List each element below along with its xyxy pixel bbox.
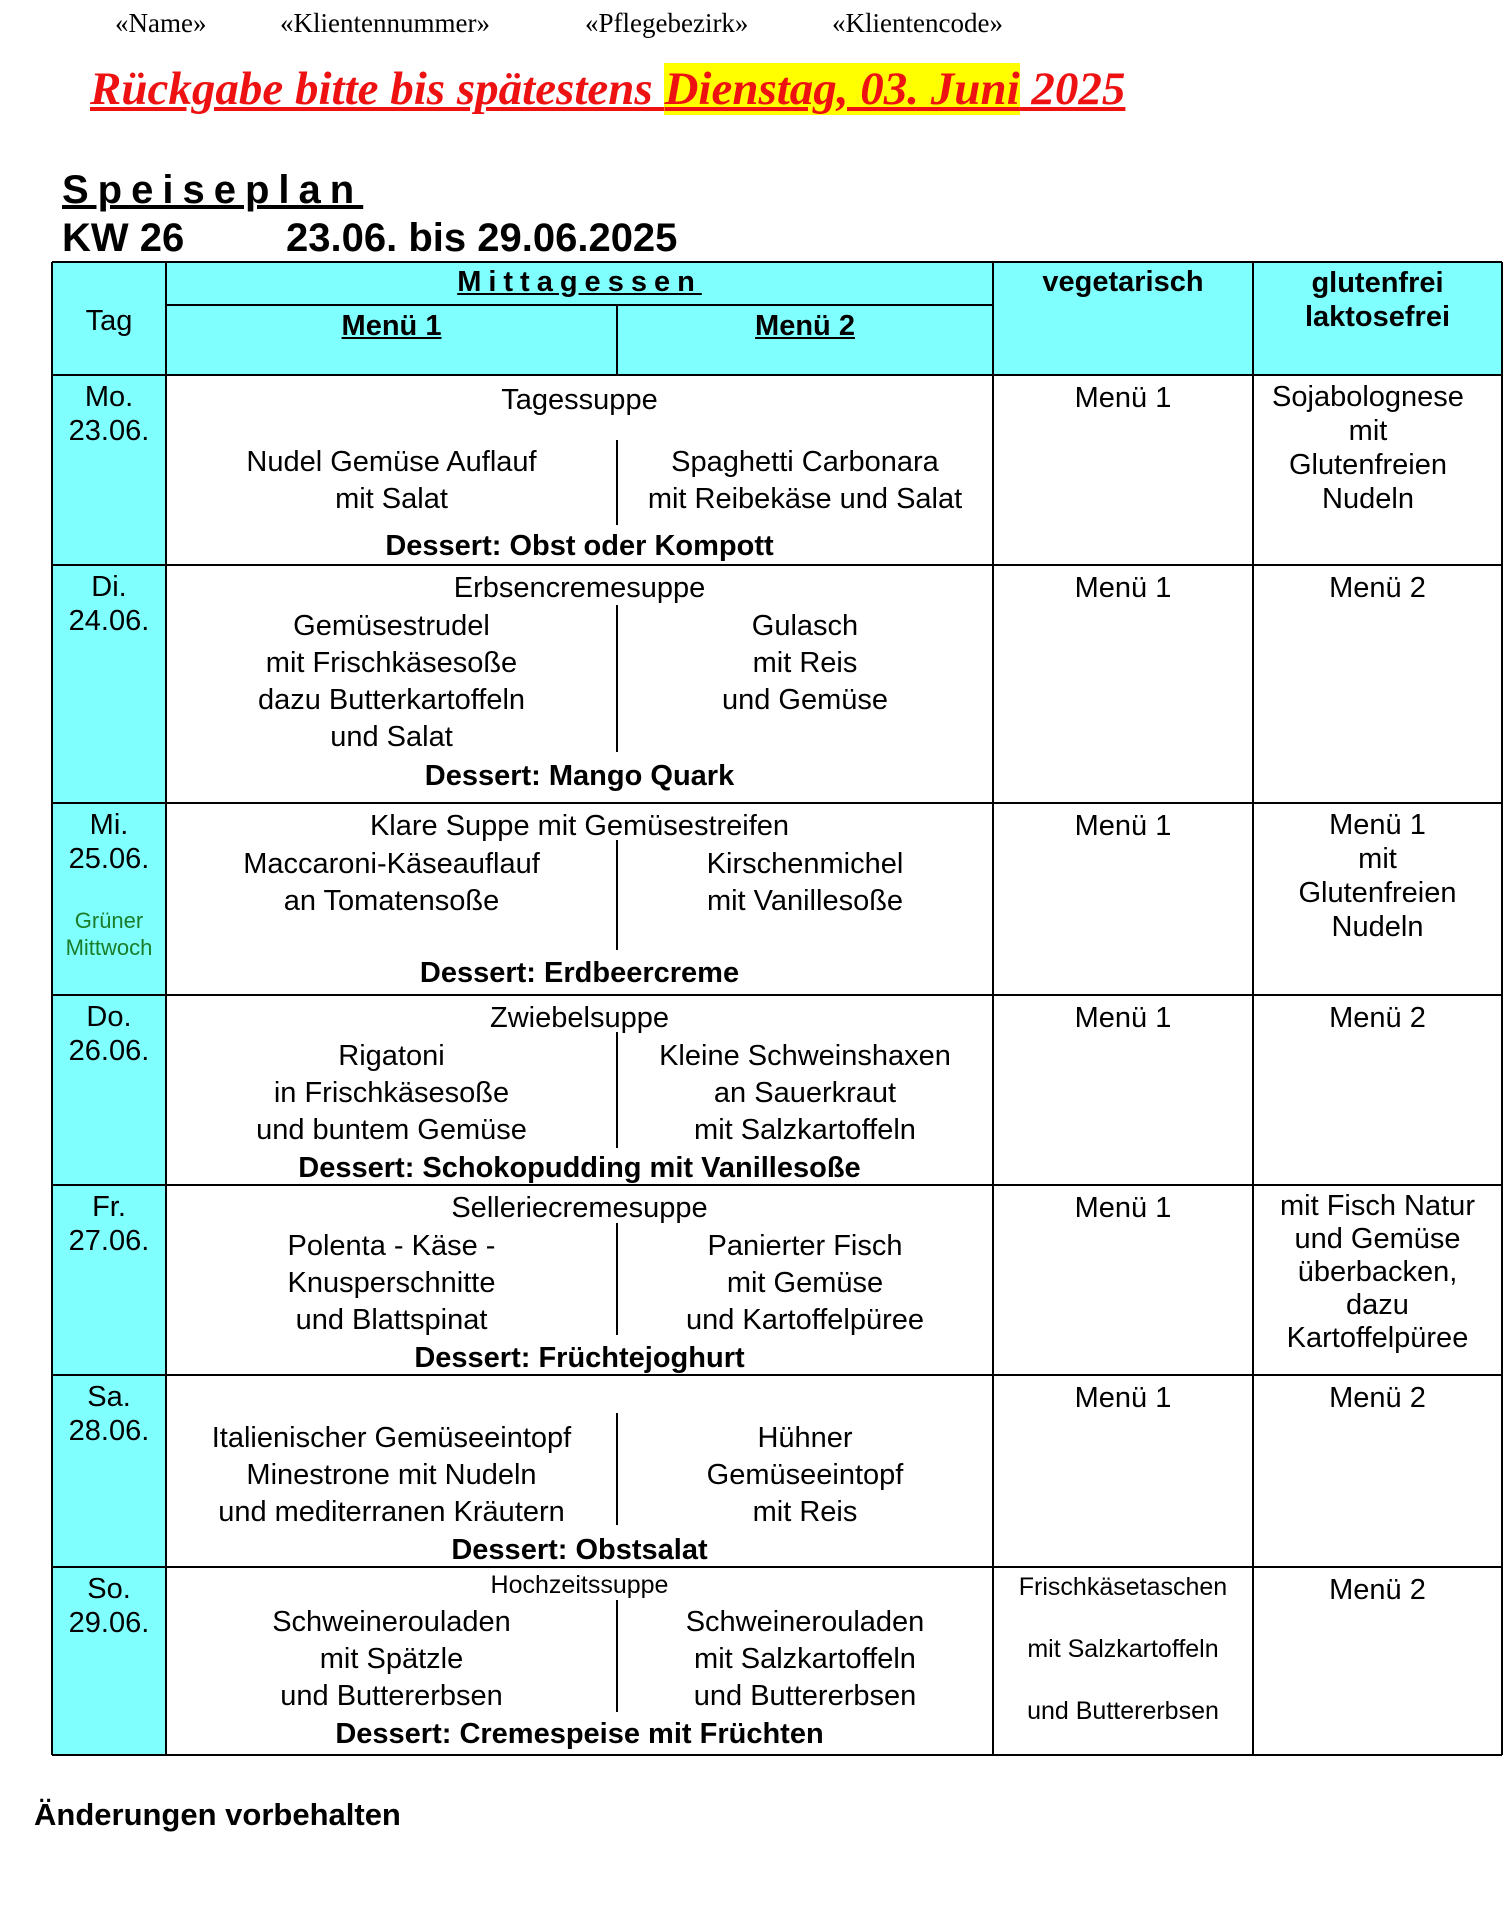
page-title: Speiseplan (62, 168, 364, 212)
gf-line: Menü 1 (1329, 809, 1426, 841)
veg-line: und Buttererbsen (1027, 1697, 1219, 1725)
menu-1-line: Schweinerouladen (272, 1606, 511, 1638)
menu-1-line: mit Frischkäsesoße (265, 647, 518, 679)
day-name: Mi. (89, 809, 129, 841)
menu-2-line: Schweinerouladen (685, 1606, 925, 1638)
return-note-year: 2025 (1019, 63, 1126, 115)
field-client-number: «Klientennummer» (280, 8, 490, 38)
day-name: Do. (86, 1001, 132, 1033)
gf-line: Kartoffelpüree (1286, 1322, 1469, 1354)
return-note-prefix: Rückgabe bitte bis spätestens (90, 63, 665, 115)
gf-line-1 (1253, 1190, 1502, 1223)
dessert: Dessert: Früchtejoghurt (414, 1342, 745, 1374)
menu-2-dish (617, 1420, 993, 1531)
soup: Selleriecremesuppe (451, 1192, 708, 1224)
menu-1-line: und Buttererbsen (280, 1680, 503, 1712)
day-date: 24.06. (68, 605, 150, 637)
menu-1-line: Knusperschnitte (287, 1267, 496, 1299)
vegetarian-option: Menü 1 (1074, 382, 1172, 414)
soup: Erbsencremesuppe (453, 572, 706, 604)
menu-1-line: und Blattspinat (295, 1304, 488, 1336)
soup: Klare Suppe mit Gemüsestreifen (369, 810, 790, 842)
menu-2-line: und Buttererbsen (693, 1680, 917, 1712)
header-menu-2: Menü 2 (755, 310, 855, 342)
dessert: Dessert: Obstsalat (451, 1534, 708, 1566)
menu-1-line: Gemüsestrudel (293, 610, 490, 642)
menu-1-line: und mediterranen Kräutern (218, 1496, 565, 1528)
week-label: KW 26 (62, 216, 185, 260)
header-glutenfrei: glutenfrei (1311, 267, 1444, 299)
menu-2-line: mit Reis (752, 647, 858, 679)
menu-2-dish (617, 608, 993, 719)
note-line: Grüner (74, 908, 144, 933)
green-wednesday-note (52, 907, 166, 961)
gf-line-1-text: mit Fisch Natur (1280, 1190, 1475, 1222)
gf-line: Sojabolognese (1272, 381, 1464, 413)
field-care-district: «Pflegebezirk» (585, 8, 749, 38)
vegetarian-option: Menü 1 (1074, 810, 1172, 842)
gluten-free-option: Menü 2 (1329, 572, 1426, 604)
menu-1-dish (166, 846, 617, 920)
menu-2-dish (617, 444, 993, 518)
dessert: Dessert: Erdbeercreme (419, 957, 740, 989)
header-glutenfrei-laktosefrei (1253, 266, 1502, 334)
menu-2-line: Gemüseeintopf (706, 1459, 904, 1491)
menu-2-line: Hühner (757, 1422, 853, 1454)
header-vegetarisch: vegetarisch (1042, 266, 1204, 298)
day-name: Di. (91, 571, 127, 603)
gf-line: Glutenfreien (1289, 449, 1447, 481)
gf-line: überbacken, (1297, 1256, 1458, 1288)
header-laktosefrei: laktosefrei (1304, 301, 1451, 333)
dessert: Dessert: Mango Quark (424, 760, 735, 792)
menu-2-line: Kirschenmichel (706, 848, 904, 880)
dessert: Dessert: Cremespeise mit Früchten (335, 1718, 824, 1750)
menu-2-line: mit Reibekäse und Salat (647, 483, 963, 515)
gf-line: Nudeln (1322, 483, 1414, 515)
dessert: Dessert: Obst oder Kompott (385, 530, 774, 562)
menu-2-line: Spaghetti Carbonara (671, 446, 939, 478)
changes-reserved-note: Änderungen vorbehalten (34, 1797, 401, 1832)
menu-1-line: Minestrone mit Nudeln (246, 1459, 537, 1491)
menu-2-line: Gulasch (751, 610, 859, 642)
menu-1-dish (166, 1604, 617, 1715)
menu-2-dish (617, 1038, 993, 1149)
menu-1-line: und Salat (330, 721, 453, 753)
return-note-date: Dienstag, 03. Juni (664, 63, 1020, 115)
menu-2-line: mit Vanillesoße (706, 885, 904, 917)
gf-line: Nudeln (1331, 911, 1424, 943)
day-name: Fr. (92, 1191, 126, 1223)
menu-1-line: dazu Butterkartoffeln (257, 684, 526, 716)
menu-2-line: Panierter Fisch (707, 1230, 903, 1262)
menu-2-line: Kleine Schweinshaxen (659, 1040, 951, 1072)
note-line: Mittwoch (65, 935, 153, 960)
menu-2-line: mit Salzkartoffeln (694, 1643, 916, 1675)
day-date: 29.06. (68, 1607, 150, 1639)
day-name: Sa. (87, 1381, 131, 1413)
menu-1-dish (166, 608, 617, 756)
day-name: Mo. (84, 381, 134, 413)
menu-1-line: Italienischer Gemüseeintopf (211, 1422, 572, 1454)
menu-1-line: mit Salat (335, 483, 448, 515)
menu-1-line: Maccaroni-Käseauflauf (243, 848, 540, 880)
field-client-code: «Klientencode» (832, 8, 1003, 38)
menu-2-line: und Gemüse (721, 684, 889, 716)
gluten-free-option (1253, 1190, 1502, 1355)
menu-2-line: mit Reis (752, 1496, 858, 1528)
header-menu-1: Menü 1 (341, 310, 442, 342)
menu-1-line: und buntem Gemüse (256, 1114, 527, 1146)
vegetarian-option: Menü 1 (1074, 572, 1172, 604)
gf-line: mit (1348, 415, 1388, 447)
day-date: 25.06. (68, 843, 150, 875)
menu-2-line: an Sauerkraut (713, 1077, 897, 1109)
header-mittagessen: Mittagessen (457, 266, 702, 298)
menu-1-line: mit Spätzle (319, 1643, 464, 1675)
gf-line: mit (1358, 843, 1397, 875)
week-range: 23.06. bis 29.06.2025 (286, 216, 678, 260)
soup: Hochzeitssuppe (490, 1571, 669, 1599)
menu-1-line: Nudel Gemüse Auflauf (246, 446, 537, 478)
soup: Tagessuppe (501, 384, 658, 416)
menu-1-line: an Tomatensoße (283, 885, 500, 917)
menu-1-dish (166, 1038, 617, 1149)
gf-line: und Gemüse (1294, 1223, 1461, 1255)
menu-2-line: und Kartoffelpüree (685, 1304, 925, 1336)
menu-2-dish (617, 1604, 993, 1715)
gluten-free-option: Menü 2 (1329, 1002, 1426, 1034)
menu-2-line: mit Salzkartoffeln (694, 1114, 916, 1146)
menu-1-line: Polenta - Käse - (287, 1230, 496, 1262)
gf-line: Glutenfreien (1298, 877, 1457, 909)
veg-line: mit Salzkartoffeln (1027, 1635, 1219, 1663)
vegetarian-option: Menü 1 (1074, 1382, 1172, 1414)
vegetarian-option: Menü 1 (1074, 1192, 1172, 1224)
menu-1-dish (166, 1420, 617, 1531)
soup: Zwiebelsuppe (490, 1002, 669, 1034)
field-name: «Name» (115, 8, 207, 38)
gluten-free-option: Menü 2 (1329, 1382, 1426, 1414)
gluten-free-option: Menü 2 (1329, 1574, 1426, 1606)
vegetarian-option (993, 1572, 1253, 1726)
menu-2-line: mit Gemüse (726, 1267, 884, 1299)
day-date: 23.06. (68, 415, 150, 447)
veg-line: Frischkäsetaschen (1018, 1573, 1228, 1601)
dessert: Dessert: Schokopudding mit Vanillesoße (298, 1152, 861, 1184)
menu-1-dish (166, 444, 617, 518)
day-date: 28.06. (68, 1415, 150, 1447)
header-tag: Tag (85, 305, 133, 337)
gluten-free-option (1253, 380, 1483, 516)
menu-2-dish (617, 846, 993, 920)
vegetarian-option: Menü 1 (1074, 1002, 1172, 1034)
gluten-free-option (1253, 808, 1502, 944)
menu-1-line: in Frischkäsesoße (273, 1077, 510, 1109)
day-date: 27.06. (68, 1225, 150, 1257)
day-name: So. (87, 1573, 131, 1605)
day-date: 26.06. (68, 1035, 150, 1067)
gf-line: dazu (1346, 1289, 1409, 1321)
menu-1-line: Rigatoni (338, 1040, 445, 1072)
menu-1-dish (166, 1228, 617, 1339)
menu-2-dish (617, 1228, 993, 1339)
